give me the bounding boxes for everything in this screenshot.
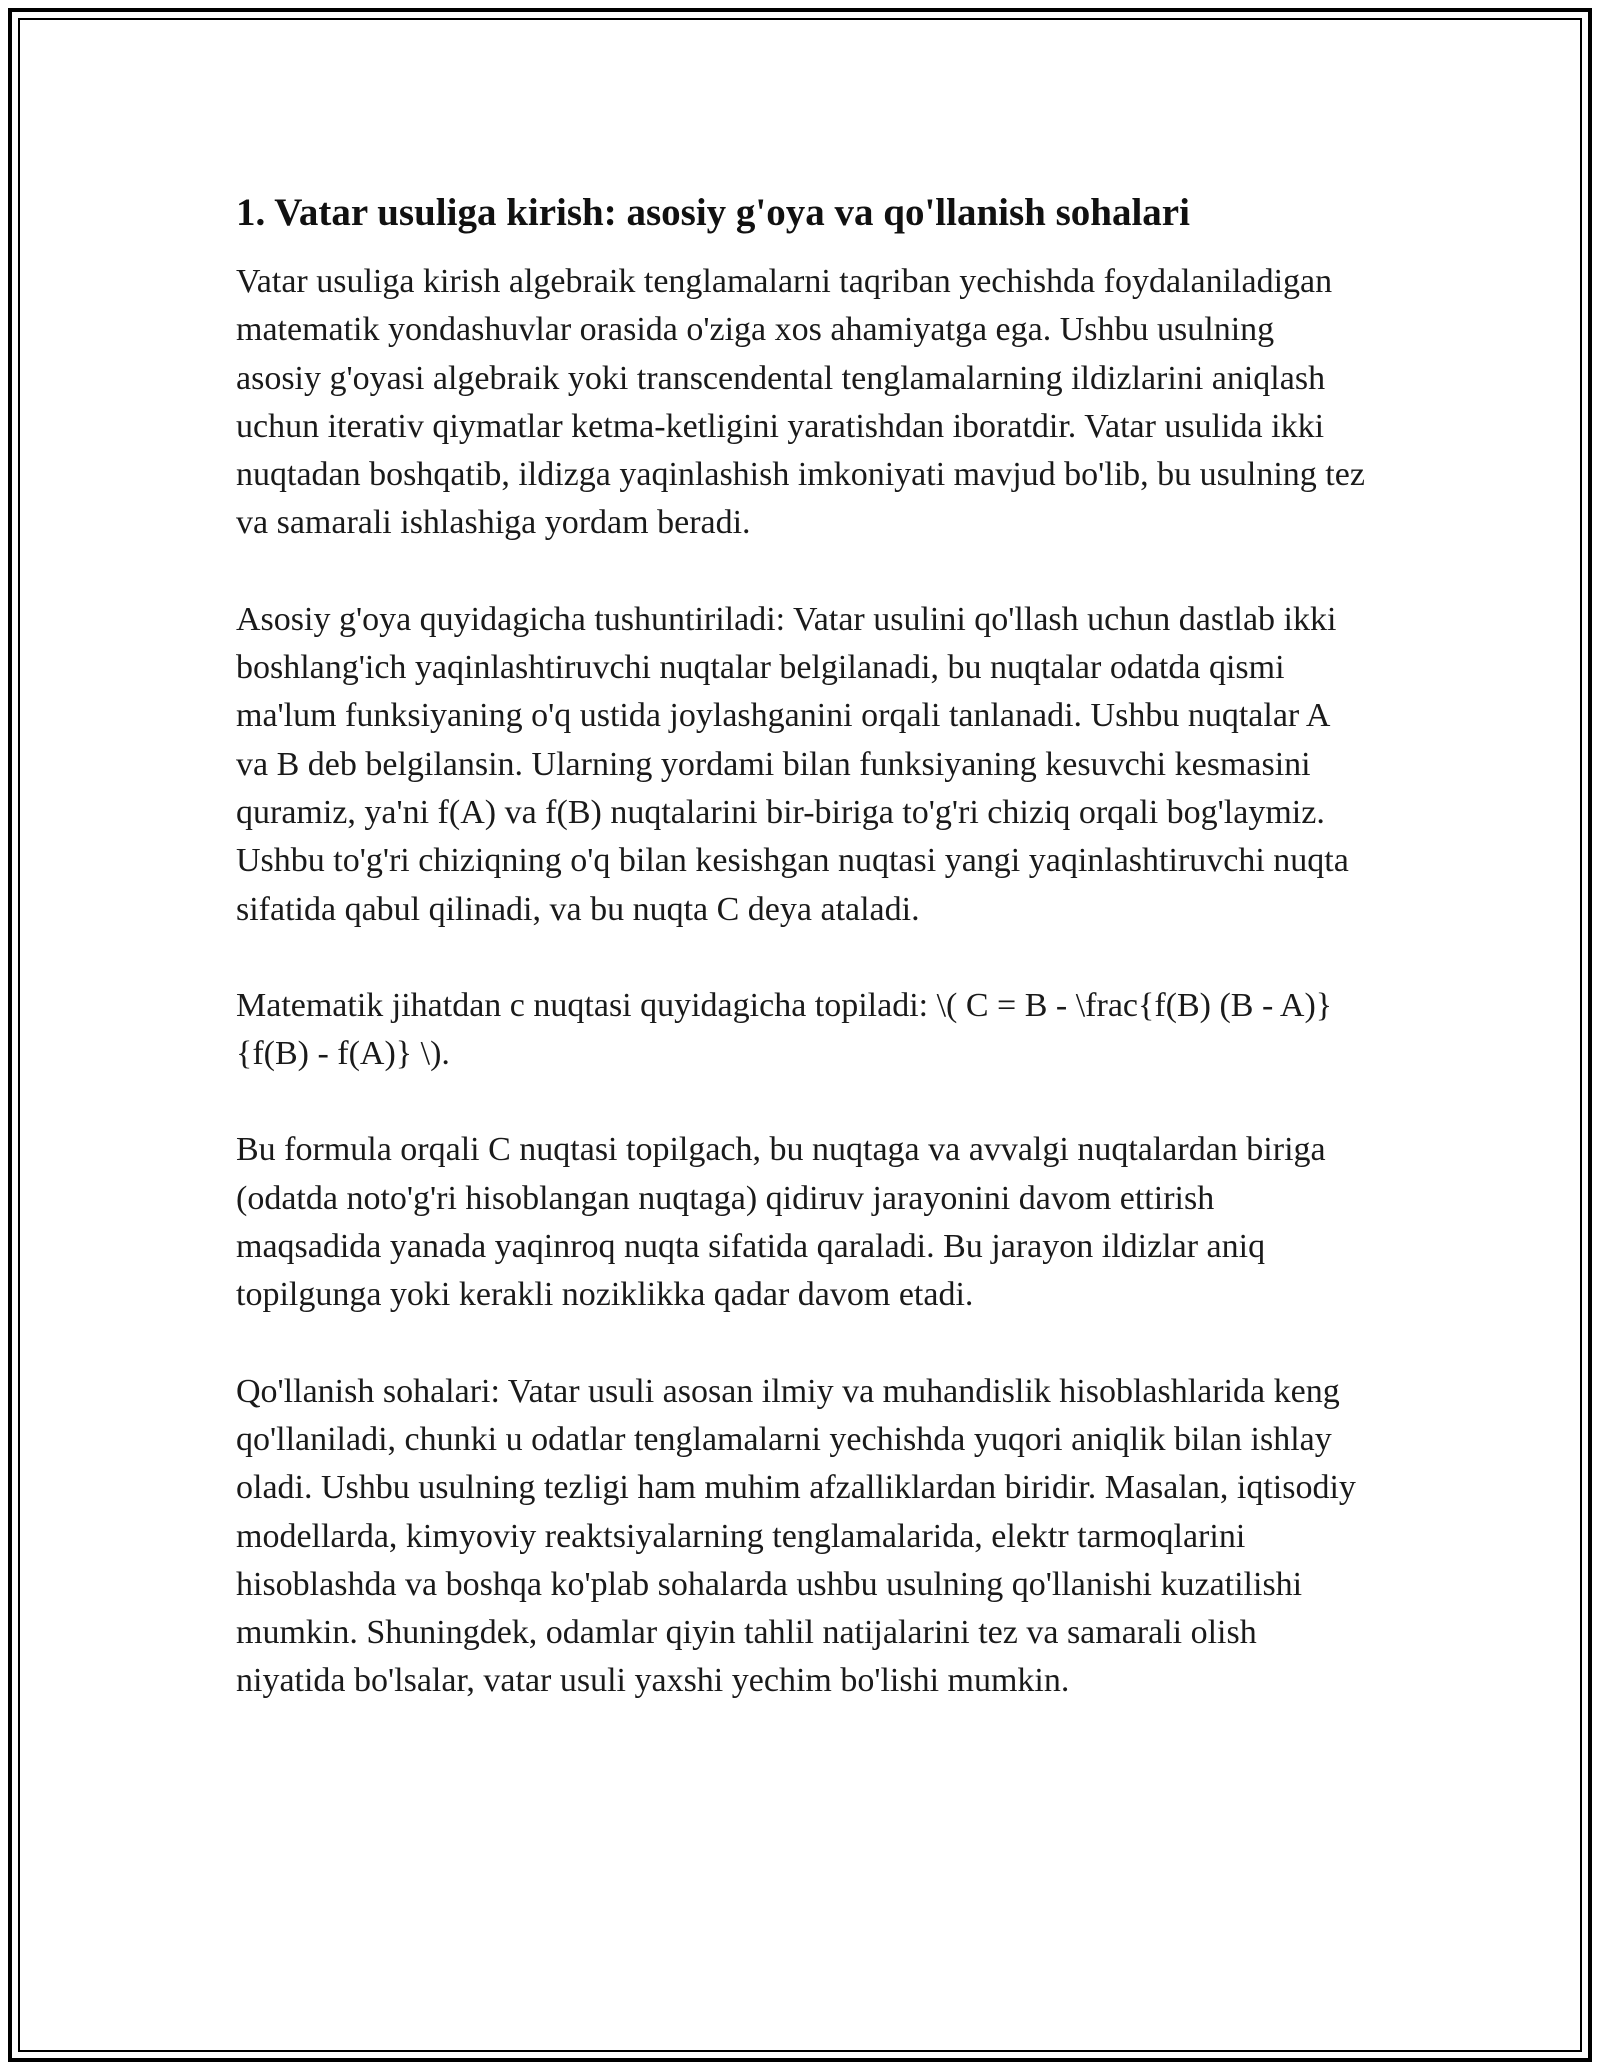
paragraph-main-idea: Asosiy g'oya quyidagicha tushuntiriladi: Vatar usulini qo'llash uchun dastlab ikki boshlang'ich yaqinlashtiruvchi nuqtalar belgilanadi, bu nuqtalar odatda qismi ma'lum funksiyaning o'q ustida joylashganini orqali tanlanadi. Ushbu nuqtalar A va B deb belgilansin. Ularning yordami bilan funksiyaning kesuvchi kesmasini quramiz, ya'ni f(A) va f(B) nuqtalarini bir-biriga to'g'ri chiziq orqali bog'laymiz. Ushbu to'g'ri chiziqning o'q bilan kesishgan nuqtasi yangi yaqinlashtiruvchi nuqta sifatida qabul qilinadi, va bu nuqta C deya ataladi. <box>236 600 1349 928</box>
document-body <box>236 188 1366 1754</box>
section-heading: 1. Vatar usuliga kirish: asosiy g'oya va qo'llanish sohalari <box>236 191 1190 234</box>
paragraph-applications: Qo'llanish sohalari: Vatar usuli asosan ilmiy va muhandislik hisoblashlarida keng qo'llaniladi, chunki u odatlar tenglamalarni yechishda yuqori aniqlik bilan ishlay oladi. Ushbu usulning tezligi ham muhim afzalliklardan biridir. Masalan, iqtisodiy modellarda, kimyoviy reaktsiyalarning tenglamalarida, elektr tarmoqlarini hisoblashda va boshqa ko'plab sohalarda ushbu usulning qo'llanishi kuzatilishi mumkin. Shuningdek, odamlar qiyin tahlil natijalarini tez va samarali olish niyatida bo'lsalar, vatar usuli yaxshi yechim bo'lishi mumkin. <box>236 1372 1356 1700</box>
paragraph-iteration: Bu formula orqali C nuqtasi topilgach, bu nuqtaga va avvalgi nuqtalardan biriga (odatda noto'g'ri hisoblangan nuqtaga) qidiruv jarayonini davom ettirish maqsadida yanada yaqinroq nuqta sifatida qaraladi. Bu jarayon ildizlar aniq topilgunga yoki kerakli noziklikka qadar davom etadi. <box>236 1131 1326 1314</box>
paragraph-formula: Matematik jihatdan c nuqtasi quyidagicha topiladi: \( C = B - \frac{f(B) (B - A)}{f(B) - f(A)} \). <box>236 986 1333 1073</box>
paragraph-introduction: Vatar usuliga kirish algebraik tenglamalarni taqriban yechishda foydalaniladigan matematik yondashuvlar orasida o'ziga xos ahamiyatga ega. Ushbu usulning asosiy g'oyasi algebraik yoki transcendental tenglamalarning ildizlarini aniqlash uchun iterativ qiymatlar ketma-ketligini yaratishdan iboratdir. Vatar usulida ikki nuqtadan boshqatib, ildizga yaqinlashish imkoniyati mavjud bo'lib, bu usulning tez va samarali ishlashiga yordam beradi. <box>236 263 1365 542</box>
